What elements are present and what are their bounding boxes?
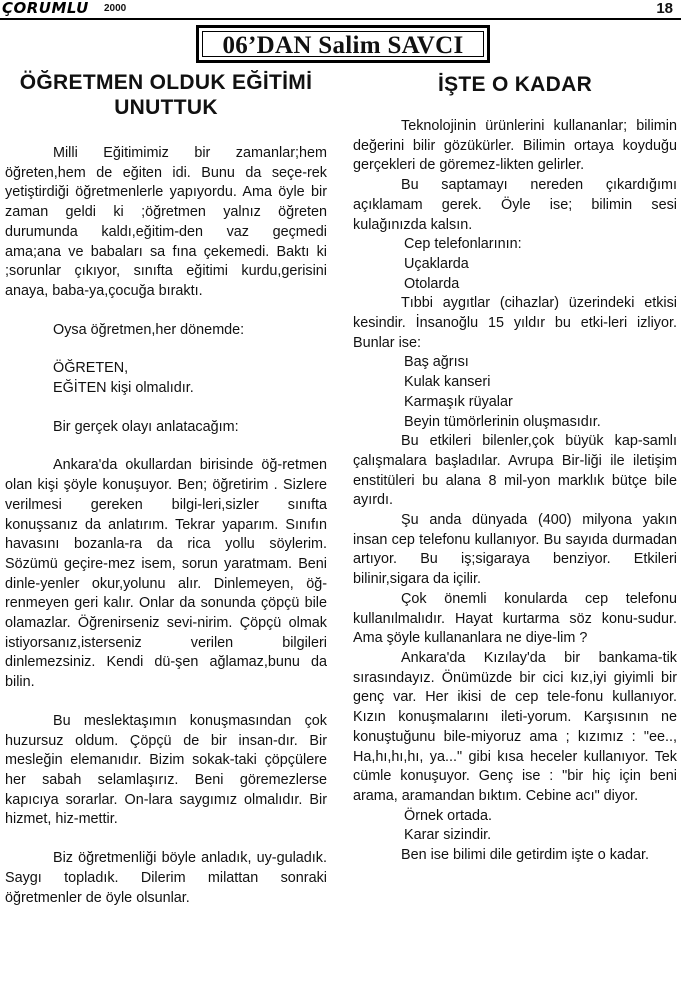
right-list-item: Örnek ortada.	[404, 807, 492, 824]
right-paragraph: Çok önemli konularda cep telefonu kullanılmalıdır. Hayat kurtarma söz konu-sudur. Ama şöyle kullananlara ne diye-lim ?	[353, 590, 677, 647]
right-list-item: Kulak kanseri	[404, 374, 491, 391]
right-paragraph: Şu anda dünyada (400) milyona yakın insan cep telefonu kullanıyor. Bu sayıda durmadan artıyor. Bu iş;sigaraya benziyor. Etkileri bilinir,sigara da içilir.	[353, 512, 677, 588]
publication-logo: ÇORUMLU	[2, 0, 89, 17]
left-paragraph: Milli Eğitimimiz bir zamanlar;hem öğreten,hem de eğiten idi. Bunu da seçe-rek yetiştirdiği öğretmenlerle yapıyordu. Ama öyle bir zaman geldi ki ;öğretmen yalnız öğreten durumunda kaldı,eğitim-den vaz geçmedi ama;ana ve babaları sa fına çekemedi. Baktı ki ;sorunlar çıkıyor, sınıfta eğitimi kurdu,gerisini anaya, baba-ya,çocuğa bıraktı.	[5, 145, 327, 299]
right-paragraph: Bu etkileri bilenler,çok büyük kap-samlı çalışmalara başladılar. Avrupa Bir-liği ile iletişim enstitüleri bu alana 8 mil-yon marklık bütçe bile ayırdı.	[353, 433, 677, 509]
right-paragraph: Bu saptamayı nereden çıkardığımı açıklamam gerek. Öyle ise; bilimin sesi kulağınızda kalsın.	[353, 177, 677, 233]
right-list-item: Karmaşık rüyalar	[404, 393, 513, 410]
right-paragraph: Ben ise bilimi dile getirdim işte o kadar.	[401, 847, 649, 864]
left-paragraph: Ankara'da okullardan birisinde öğ-retmen olan kişi şöyle konuşuyor. Ben; öğretirim . Sizlere verilmesi gereken bilgi-leri,sizler sınıfta konuşsanız da anlatırım. Tekrar yaparım. Sınıfın havasını bozanla-ra da rica yollu söylerim. Sözümü geçire-mez isem, sorun yaratmam. Beni dinle-yenler okur,yolunu alır. Dinlemeyen, öğ-renmeyen geri kalır. Onlar da sonunda çöpçü bile olamazlar. Öğrenirseniz sevi-nirim. Çöpçü olmak istiyorsanız,isterseniz verilen bilgileri dinlemezsiniz. Kendi dü-şen ağlamaz,bunu da bilin.	[5, 457, 327, 691]
publication-year: 2000	[104, 3, 127, 14]
right-article-title: İŞTE O KADAR	[437, 73, 593, 96]
right-list-item: Beyin tümörlerinin oluşmasıdır.	[404, 413, 601, 430]
right-list-item: Cep telefonlarının:	[404, 236, 522, 253]
right-list-item: Otolarda	[404, 275, 460, 292]
left-paragraph: EĞİTEN kişi olmalıdır.	[53, 380, 194, 397]
right-list-item: Uçaklarda	[404, 255, 469, 272]
right-list-item: Karar sizindir.	[404, 827, 492, 844]
header-divider	[0, 18, 681, 20]
page-number: 18	[656, 0, 673, 17]
left-paragraph: Bu meslektaşımın konuşmasından çok huzursuz oldum. Çöpçü de bir insan-dır. Bir mesleğin elemanıdır. Bizim sokak-taki çöpçülere her sabah selamlaşırız. Beni göremezlerse kapıcıya sorarlar. On-lara saygımız olmalıdır. Bir hizmet, hiz-mettir.	[5, 712, 327, 828]
right-paragraph: Ankara'da Kızılay'da bir bankama-tik sırasındayız. Önümüzde bir cici kız,iyi giyimli bir genç var. Her ikisi de cep tele-fonu kullanıyor. Kızın konuşmalarını ileti-yorum. Karşısının ne konuştuğunu bile-miyoruz ama ; kızımız : "ee.., Ha,hı,hı,hı, ya..." gibi kısa heceler kullanıyor. Tek cümle konuşuyor. Genç ise : "bir hiç için beni arama, aramandan bıktım. Cebine acı" diyor.	[353, 649, 677, 804]
left-paragraph: ÖĞRETEN,	[53, 360, 129, 377]
right-paragraph: Tıbbi aygıtlar (cihazlar) üzerindeki etkisi kesindir. İnsanoğlu 15 yıldır bu etki-leri izliyor. Bunlar ise:	[353, 295, 677, 351]
left-paragraph: Bir gerçek olayı anlatacağım:	[53, 418, 239, 435]
left-article-title: ÖĞRETMEN OLDUK EĞİTİMİ UNUTTUK	[19, 71, 313, 119]
author-title: 06’DAN Salim SAVCI	[202, 31, 484, 57]
left-paragraph: Oysa öğretmen,her dönemde:	[53, 321, 245, 338]
right-paragraph: Teknolojinin ürünlerini kullananlar; bilimin değerini bilir gözükürler. Bilimin ortaya koyduğu gerçekleri de göremez-likten gelirler.	[353, 118, 677, 174]
left-article	[5, 70, 327, 908]
left-paragraph: Biz öğretmenliği böyle anladık, uy-guladık. Saygı topladık. Dilerim milattan sonraki öğretmenler de öyle olsunlar.	[5, 850, 327, 906]
author-title-box	[196, 25, 490, 63]
right-article	[353, 70, 677, 866]
page-header	[0, 0, 681, 22]
right-list-item: Baş ağrısı	[404, 354, 469, 371]
